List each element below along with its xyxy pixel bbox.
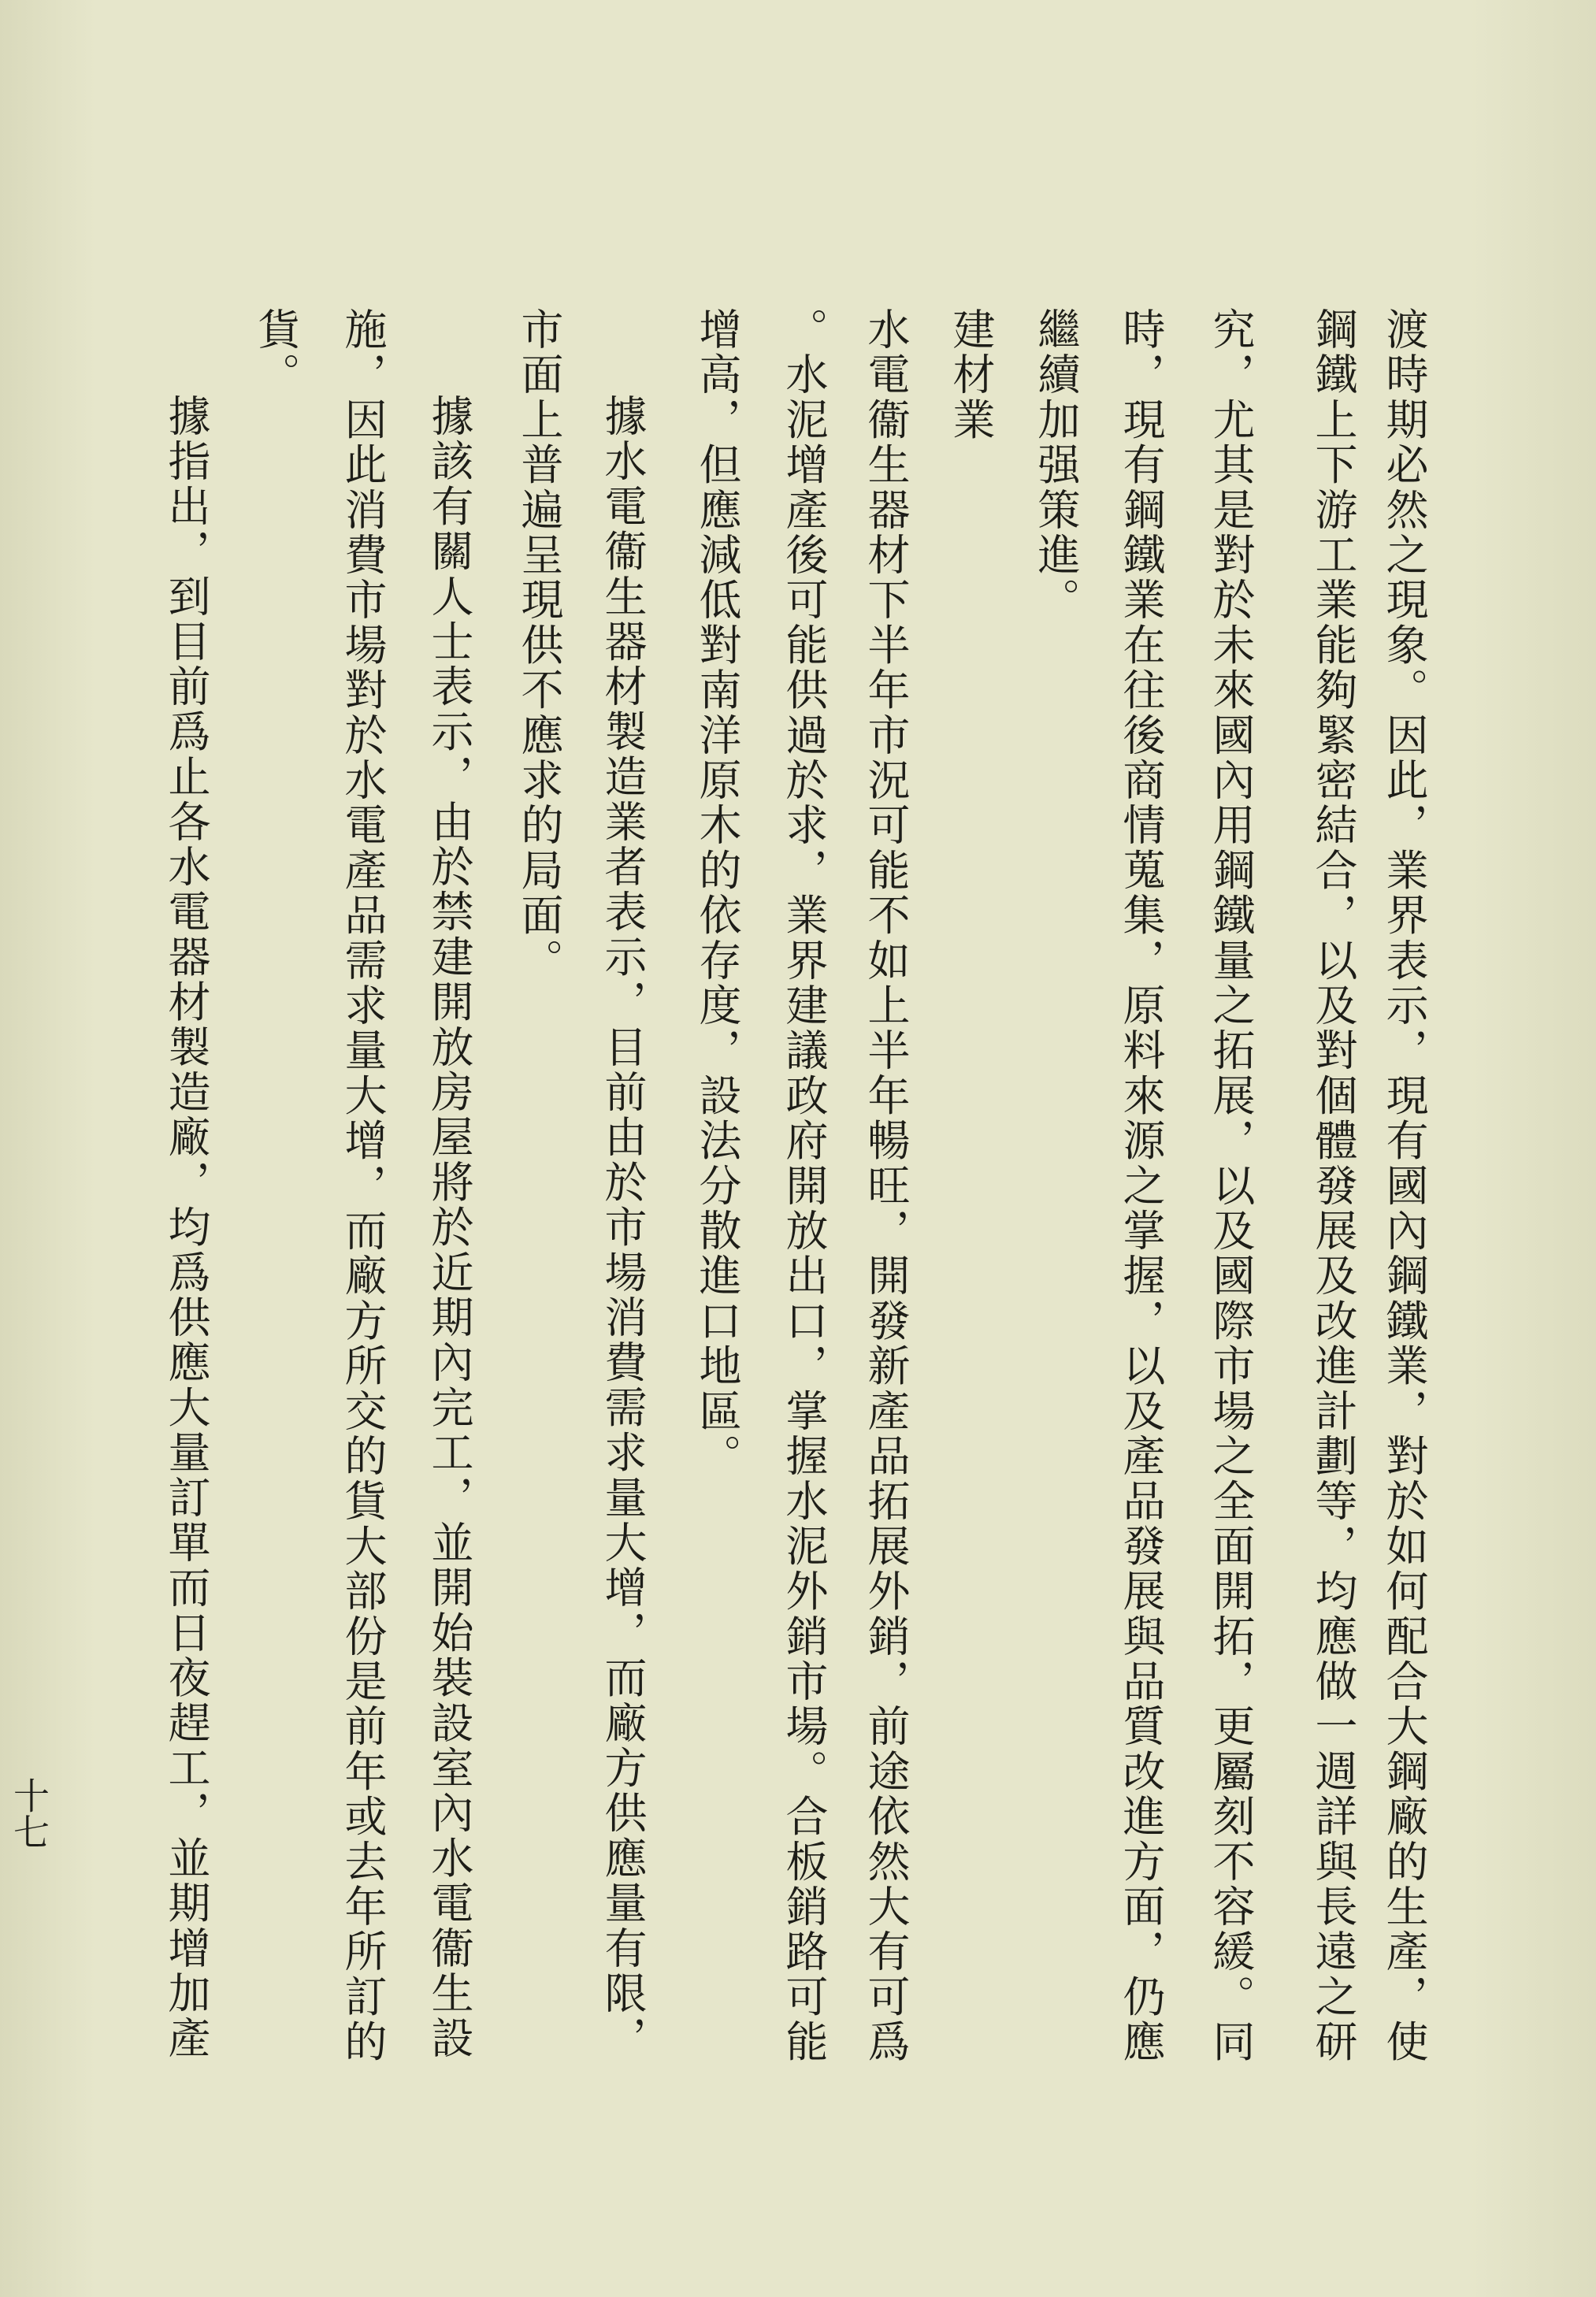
text-column: 市面上普遍呈現供不應求的局面。: [514, 307, 564, 983]
text-column: 時，現有鋼鐵業在往後商情蒐集，原料來源之掌握，以及產品發展與品質改進方面，仍應: [1116, 307, 1166, 2065]
text-column: 貨。: [251, 307, 301, 398]
text-column: 究，尤其是對於未來國內用鋼鐵量之拓展，以及國際市場之全面開拓，更屬刻不容緩。同: [1206, 307, 1256, 2065]
text-column: 渡時期必然之現象。因此，業界表示，現有國內鋼鐵業，對於如何配合大鋼廠的生產，使: [1379, 307, 1429, 2065]
text-column: 據該有關人士表示，由於禁建開放房屋將於近期內完工，並開始裝設室內水電衞生設: [425, 394, 474, 2061]
text-column: 據指出，到目前爲止各水電器材製造廠，均爲供應大量訂單而日夜趕工，並期增加產: [161, 394, 211, 2061]
text-column: 增高，但應減低對南洋原木的依存度，設法分散進口地區。: [692, 307, 742, 1479]
page-number: 十七: [8, 1777, 50, 1850]
text-column: 水電衞生器材下半年市況可能不如上半年暢旺，開發新產品拓展外銷，前途依然大有可爲: [861, 307, 911, 2065]
text-column: 。水泥增產後可能供過於求，業界建議政府開放出口，掌握水泥外銷市場。合板銷路可能: [779, 307, 829, 2065]
text-column: 據水電衞生器材製造業者表示，目前由於市場消費需求量大增，而廠方供應量有限，: [598, 394, 648, 2061]
section-heading: 建材業: [946, 307, 996, 443]
text-column: 繼續加强策進。: [1031, 307, 1081, 623]
text-column: 鋼鐵上下游工業能夠緊密結合，以及對個體發展及改進計劃等，均應做一週詳與長遠之研: [1308, 307, 1358, 2065]
text-column: 施，因此消費市場對於水電產品需求量大增，而廠方所交的貨大部份是前年或去年所訂的: [338, 307, 388, 2065]
